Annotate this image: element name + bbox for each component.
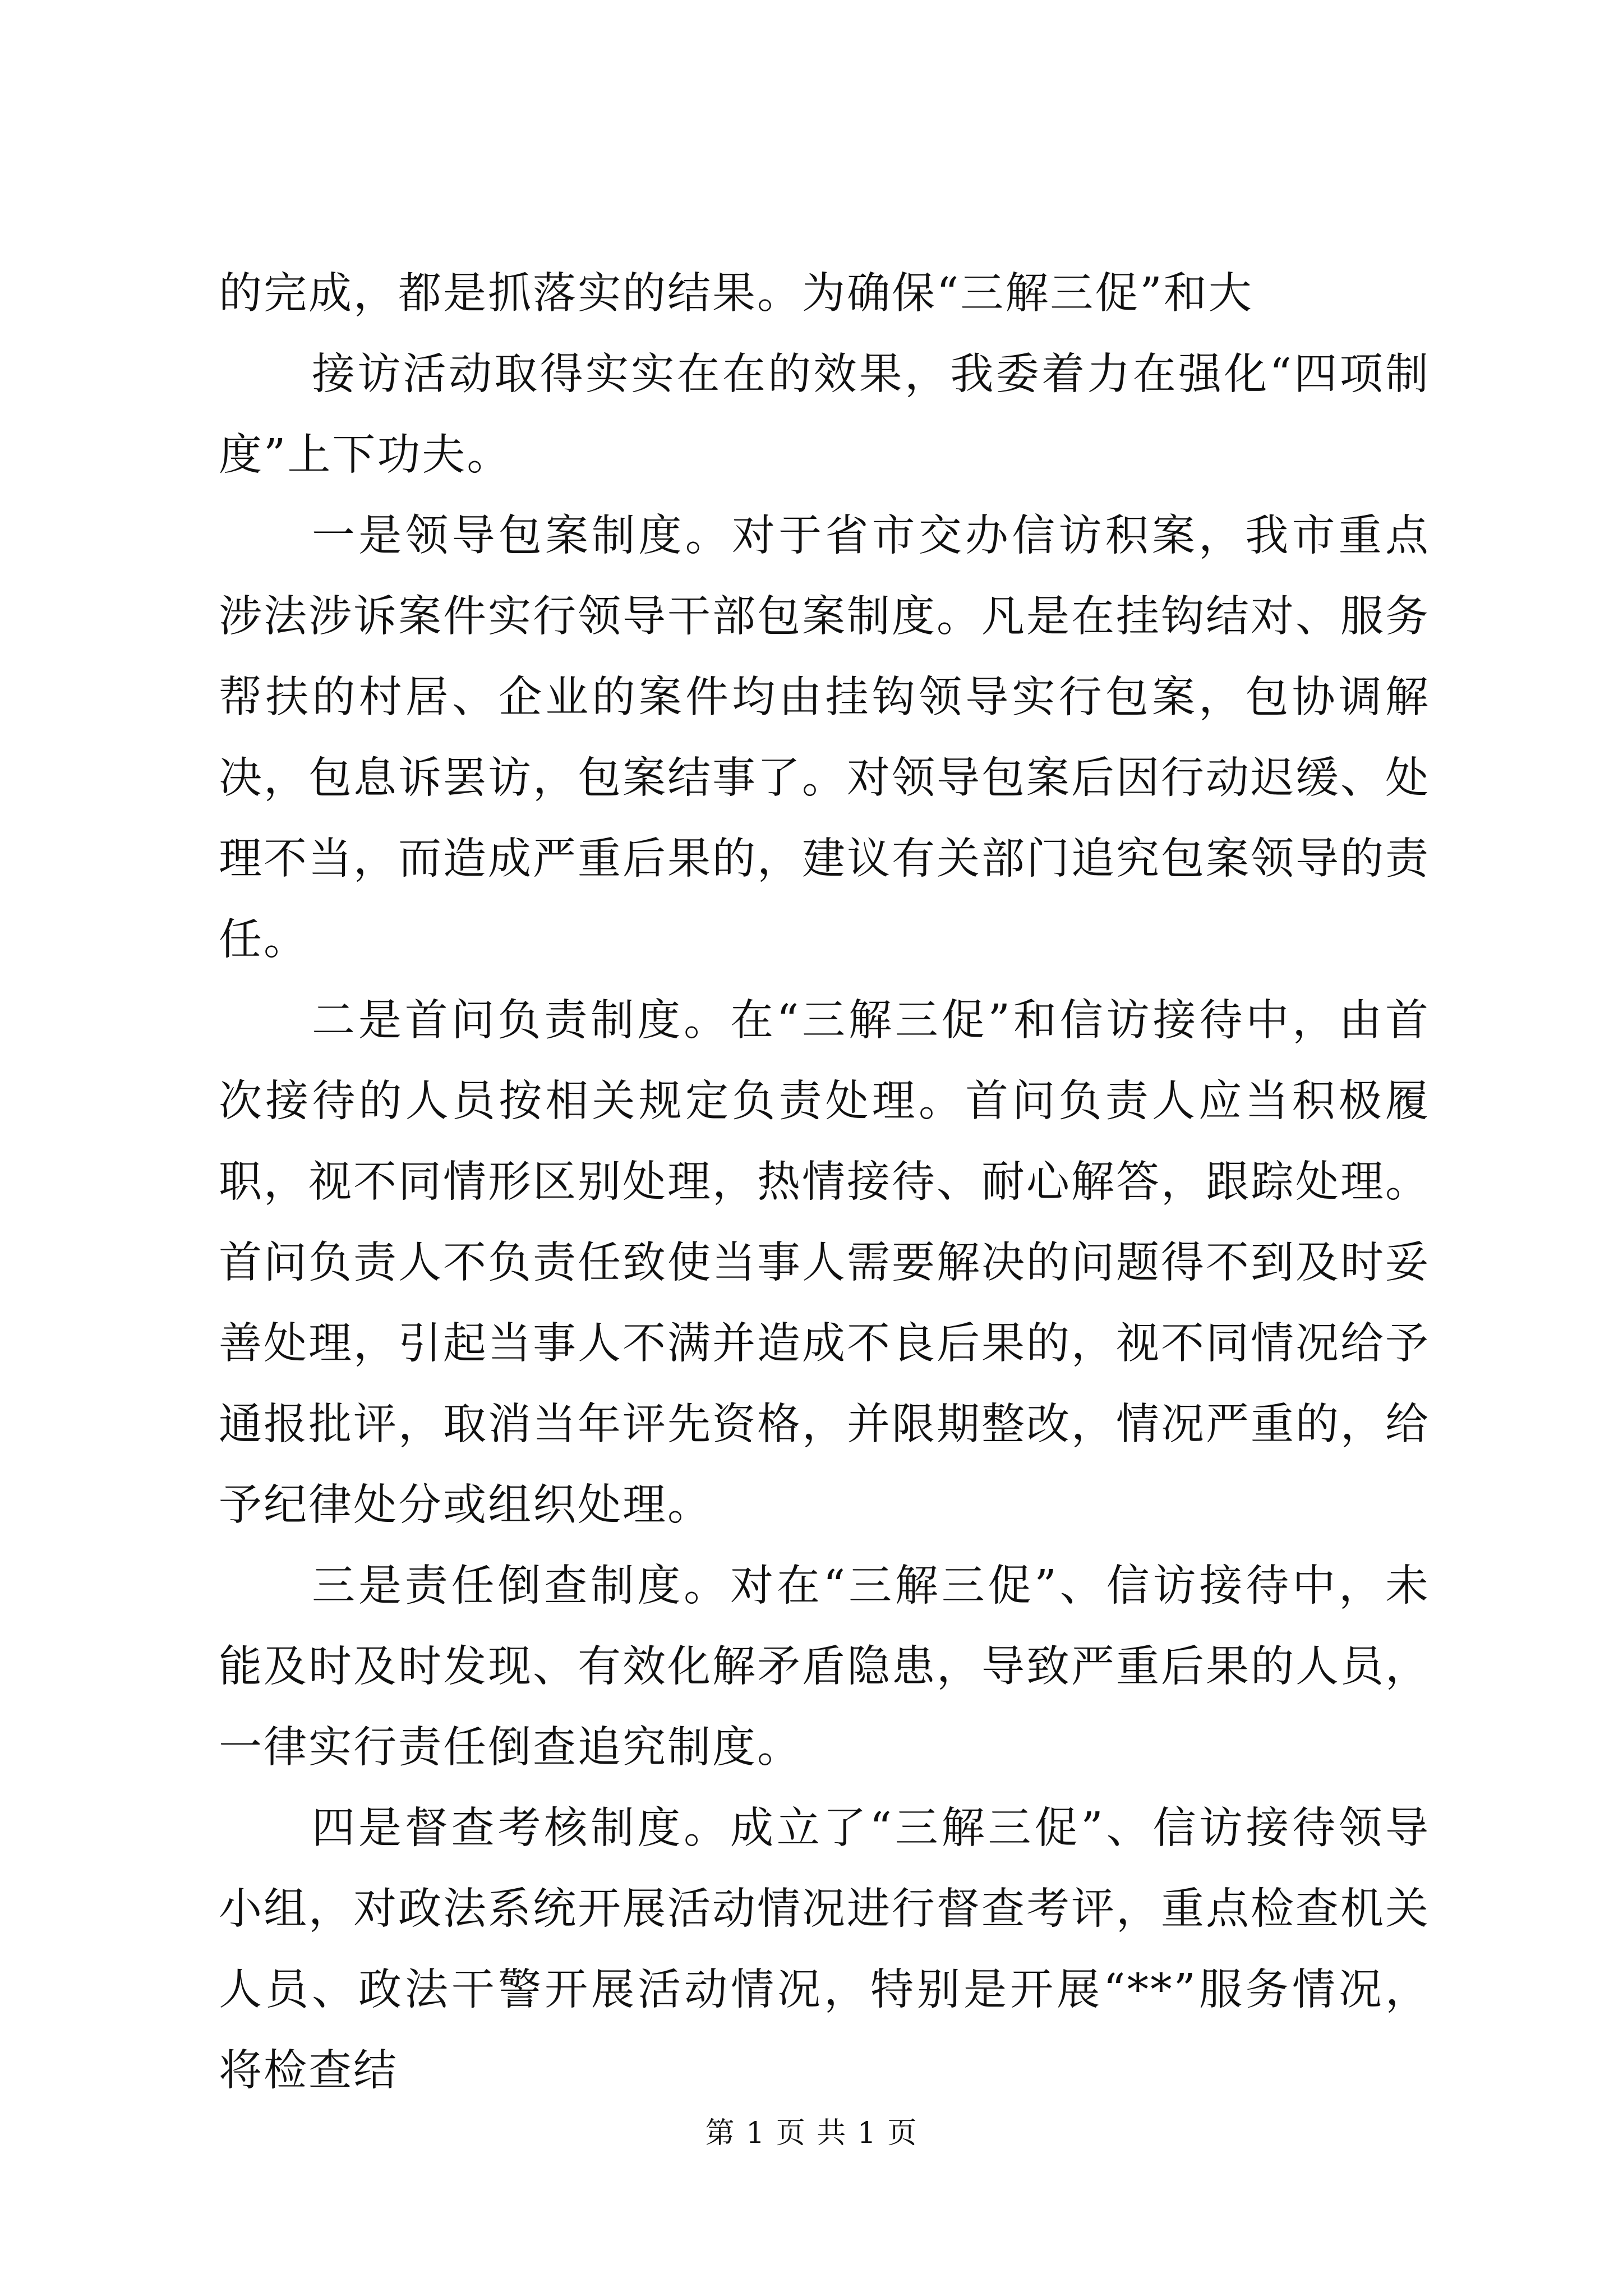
document-body <box>219 254 1430 2111</box>
paragraph-continuation: 的完成，都是抓落实的结果。为确保“三解三促”和大 <box>219 269 1253 319</box>
paragraph-accountability-system: 三是责任倒查制度。对在“三解三促”、信访接待中，未能及时及时发现、有效化解矛盾隐患，导致严重后果的人员，一律实行责任倒查追究制度。 <box>219 1561 1430 1773</box>
page-footer: 第 1 页 共 1 页 <box>705 2116 918 2150</box>
paragraph-first-inquiry-system: 二是首问负责制度。在“三解三促”和信访接待中，由首次接待的人员按相关规定负责处理。首问负责人应当积极履职，视不同情形区别处理，热情接待、耐心解答，跟踪处理。首问负责人不负责任致使当事人需要解决的问题得不到及时妥善处理，引起当事人不满并造成不良后果的，视不同情况给予通报批评，取消当年评先资格，并限期整改，情况严重的，给予纪律处分或组织处理。 <box>219 996 1430 1530</box>
paragraph-intro: 接访活动取得实实在在的效果，我委着力在强化“四项制度”上下功夫。 <box>219 349 1430 480</box>
paragraph-leadership-case-system: 一是领导包案制度。对于省市交办信访积案，我市重点涉法涉诉案件实行领导干部包案制度。凡是在挂钩结对、服务帮扶的村居、企业的案件均由挂钩领导实行包案，包协调解决，包息诉罢访，包案结事了。对领导包案后因行动迟缓、处理不当，而造成严重后果的，建议有关部门追究包案领导的责任。 <box>219 511 1430 965</box>
paragraph-supervision-system: 四是督查考核制度。成立了“三解三促”、信访接待领导小组，对政法系统开展活动情况进行督查考评，重点检查机关人员、政法干警开展活动情况，特别是开展“**”服务情况，将检查结 <box>219 1803 1430 2096</box>
